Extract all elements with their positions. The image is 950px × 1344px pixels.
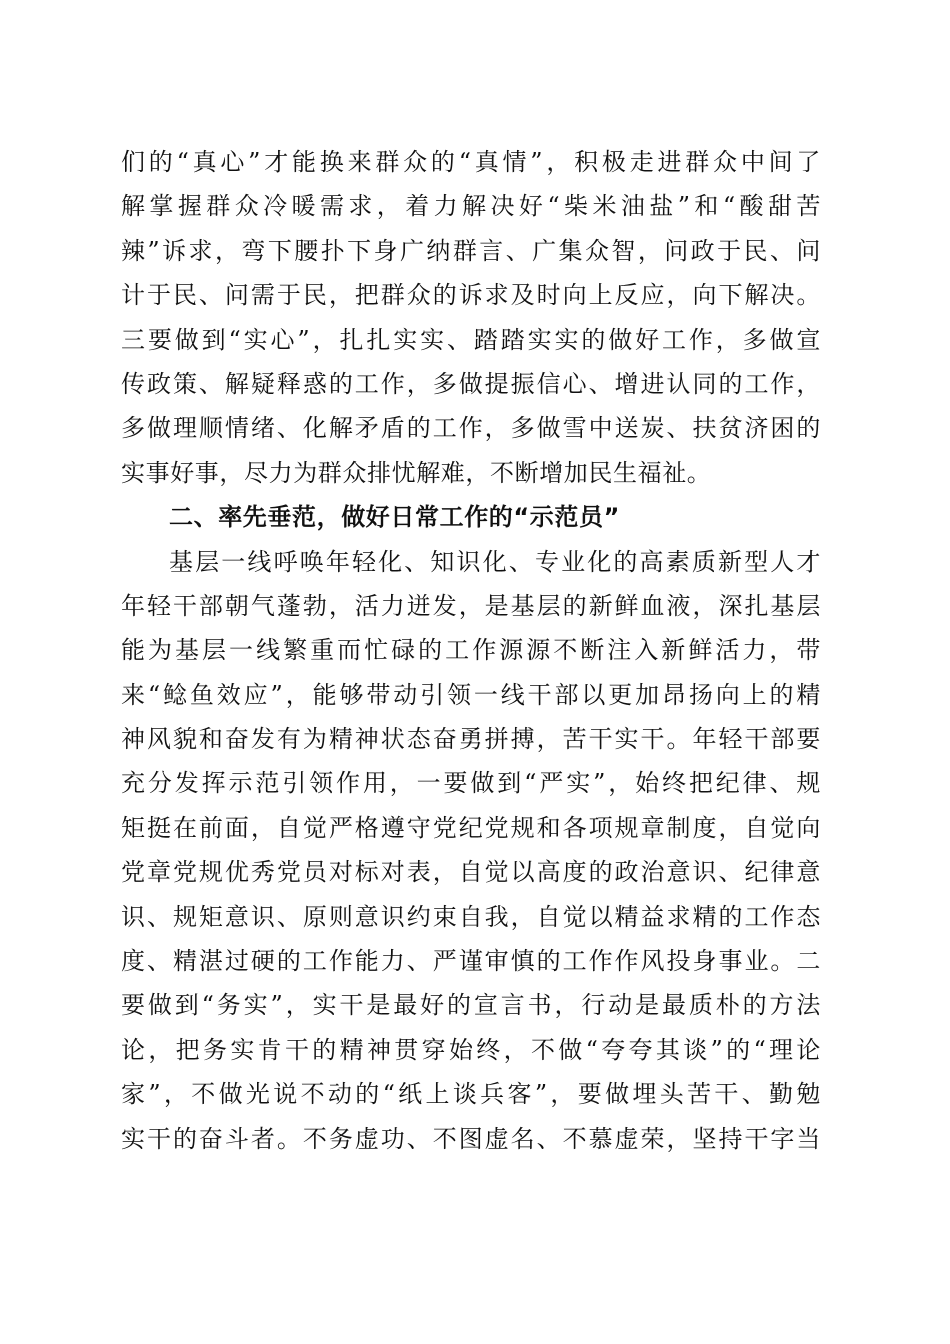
text-line: 传政策、解疑释惑的工作，多做提振信心、增进认同的工作， [121, 369, 821, 398]
text-line: 解掌握群众冷暖需求，着力解决好“柴米油盐”和“酸甜苦 [121, 192, 821, 221]
text-line: 实干的奋斗者。不务虚功、不图虚名、不慕虚荣，坚持干字当 [121, 1124, 821, 1153]
body-text [121, 140, 821, 1161]
text-line: 们的“真心”才能换来群众的“真情”，积极走进群众中间了 [121, 148, 821, 176]
text-line: 多做理顺情绪、化解矛盾的工作，多做雪中送炭、扶贫济困的 [121, 414, 821, 443]
text-line: 论，把务实肯干的精神贯穿始终，不做“夸夸其谈”的“理论 [121, 1035, 821, 1064]
text-line: 识、规矩意识、原则意识约束自我，自觉以精益求精的工作态 [121, 902, 821, 931]
text-line: 矩挺在前面，自觉严格遵守党纪党规和各项规章制度，自觉向 [121, 813, 821, 842]
text-line: 党章党规优秀党员对标对表，自觉以高度的政治意识、纪律意 [121, 858, 821, 887]
text-line: 充分发挥示范引领作用，一要做到“严实”，始终把纪律、规 [121, 769, 821, 798]
text-line: 基层一线呼唤年轻化、知识化、专业化的高素质新型人才 [169, 547, 821, 576]
text-line: 能为基层一线繁重而忙碌的工作源源不断注入新鲜活力，带 [121, 636, 821, 665]
text-line: 实事好事，尽力为群众排忧解难，不断增加民生福祉。 [121, 458, 712, 487]
text-line: 度、精湛过硬的工作能力、严谨审慎的工作作风投身事业。二 [121, 947, 821, 976]
text-line: 三要做到“实心”，扎扎实实、踏踏实实的做好工作，多做宣 [121, 325, 821, 354]
section-heading: 二、率先垂范，做好日常工作的“示范员” [169, 503, 620, 532]
text-line: 计于民、问需于民，把群众的诉求及时向上反应，向下解决。 [121, 281, 821, 310]
text-line: 家”，不做光说不动的“纸上谈兵客”，要做埋头苦干、勤勉 [121, 1080, 821, 1109]
text-line: 辣”诉求，弯下腰扑下身广纳群言、广集众智，问政于民、问 [121, 236, 821, 265]
text-line: 来“鲶鱼效应”，能够带动引领一线干部以更加昂扬向上的精 [121, 680, 821, 709]
text-line: 年轻干部朝气蓬勃，活力迸发，是基层的新鲜血液，深扎基层 [121, 591, 821, 620]
text-line: 要做到“务实”，实干是最好的宣言书，行动是最质朴的方法 [121, 991, 821, 1020]
text-line: 神风貌和奋发有为精神状态奋勇拼搏，苦干实干。年轻干部要 [121, 725, 821, 754]
